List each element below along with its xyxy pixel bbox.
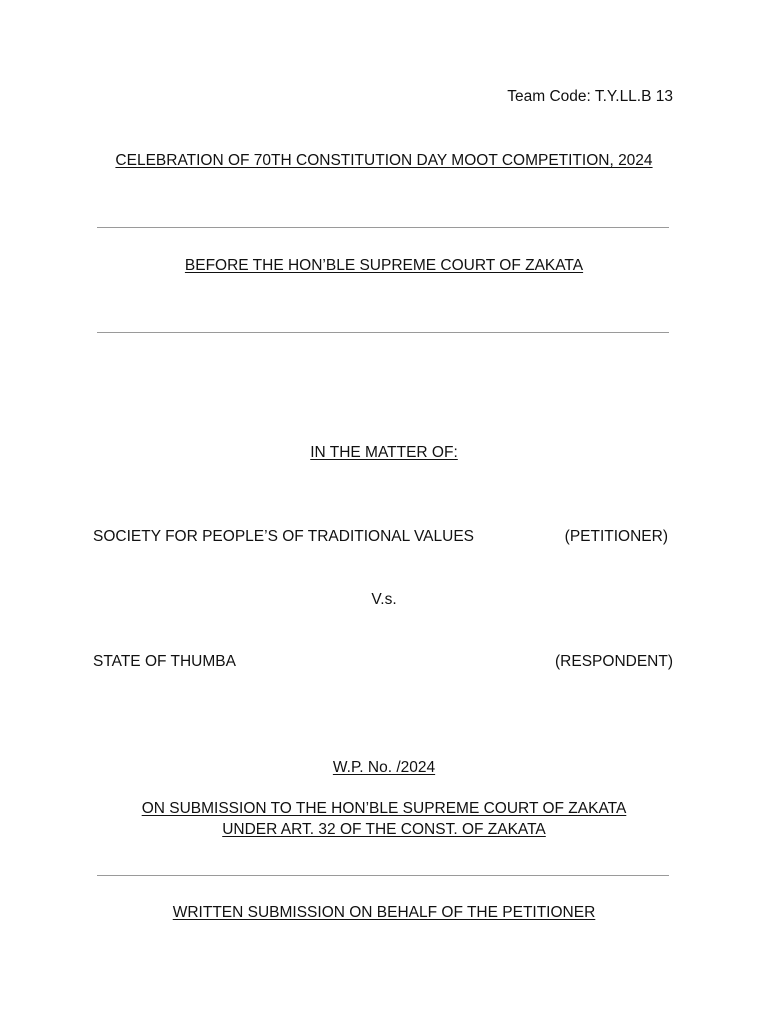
divider-line [97,875,669,876]
divider-line [97,332,669,333]
petitioner-role: (PETITIONER) [564,528,668,545]
respondent-name: STATE OF THUMBA [93,653,236,670]
petition-number: W.P. No. /2024 [332,759,436,776]
court-heading: BEFORE THE HON’BLE SUPREME COURT OF ZAKATA [184,257,584,274]
versus-label: V.s. [371,591,397,608]
submission-line-1: ON SUBMISSION TO THE HON’BLE SUPREME COURT OF ZAKATA [141,800,627,817]
team-code: Team Code: T.Y.LL.B 13 [507,88,673,105]
divider-line [97,227,669,228]
submission-line-2: UNDER ART. 32 OF THE CONST. OF ZAKATA [222,821,546,838]
respondent-role: (RESPONDENT) [555,653,673,670]
petitioner-name: SOCIETY FOR PEOPLE’S OF TRADITIONAL VALUES [93,528,474,545]
matter-heading: IN THE MATTER OF: [310,444,458,461]
competition-title: CELEBRATION OF 70TH CONSTITUTION DAY MOOT COMPETITION, 2024 [115,152,653,169]
written-submission-heading: WRITTEN SUBMISSION ON BEHALF OF THE PETITIONER [172,904,596,921]
